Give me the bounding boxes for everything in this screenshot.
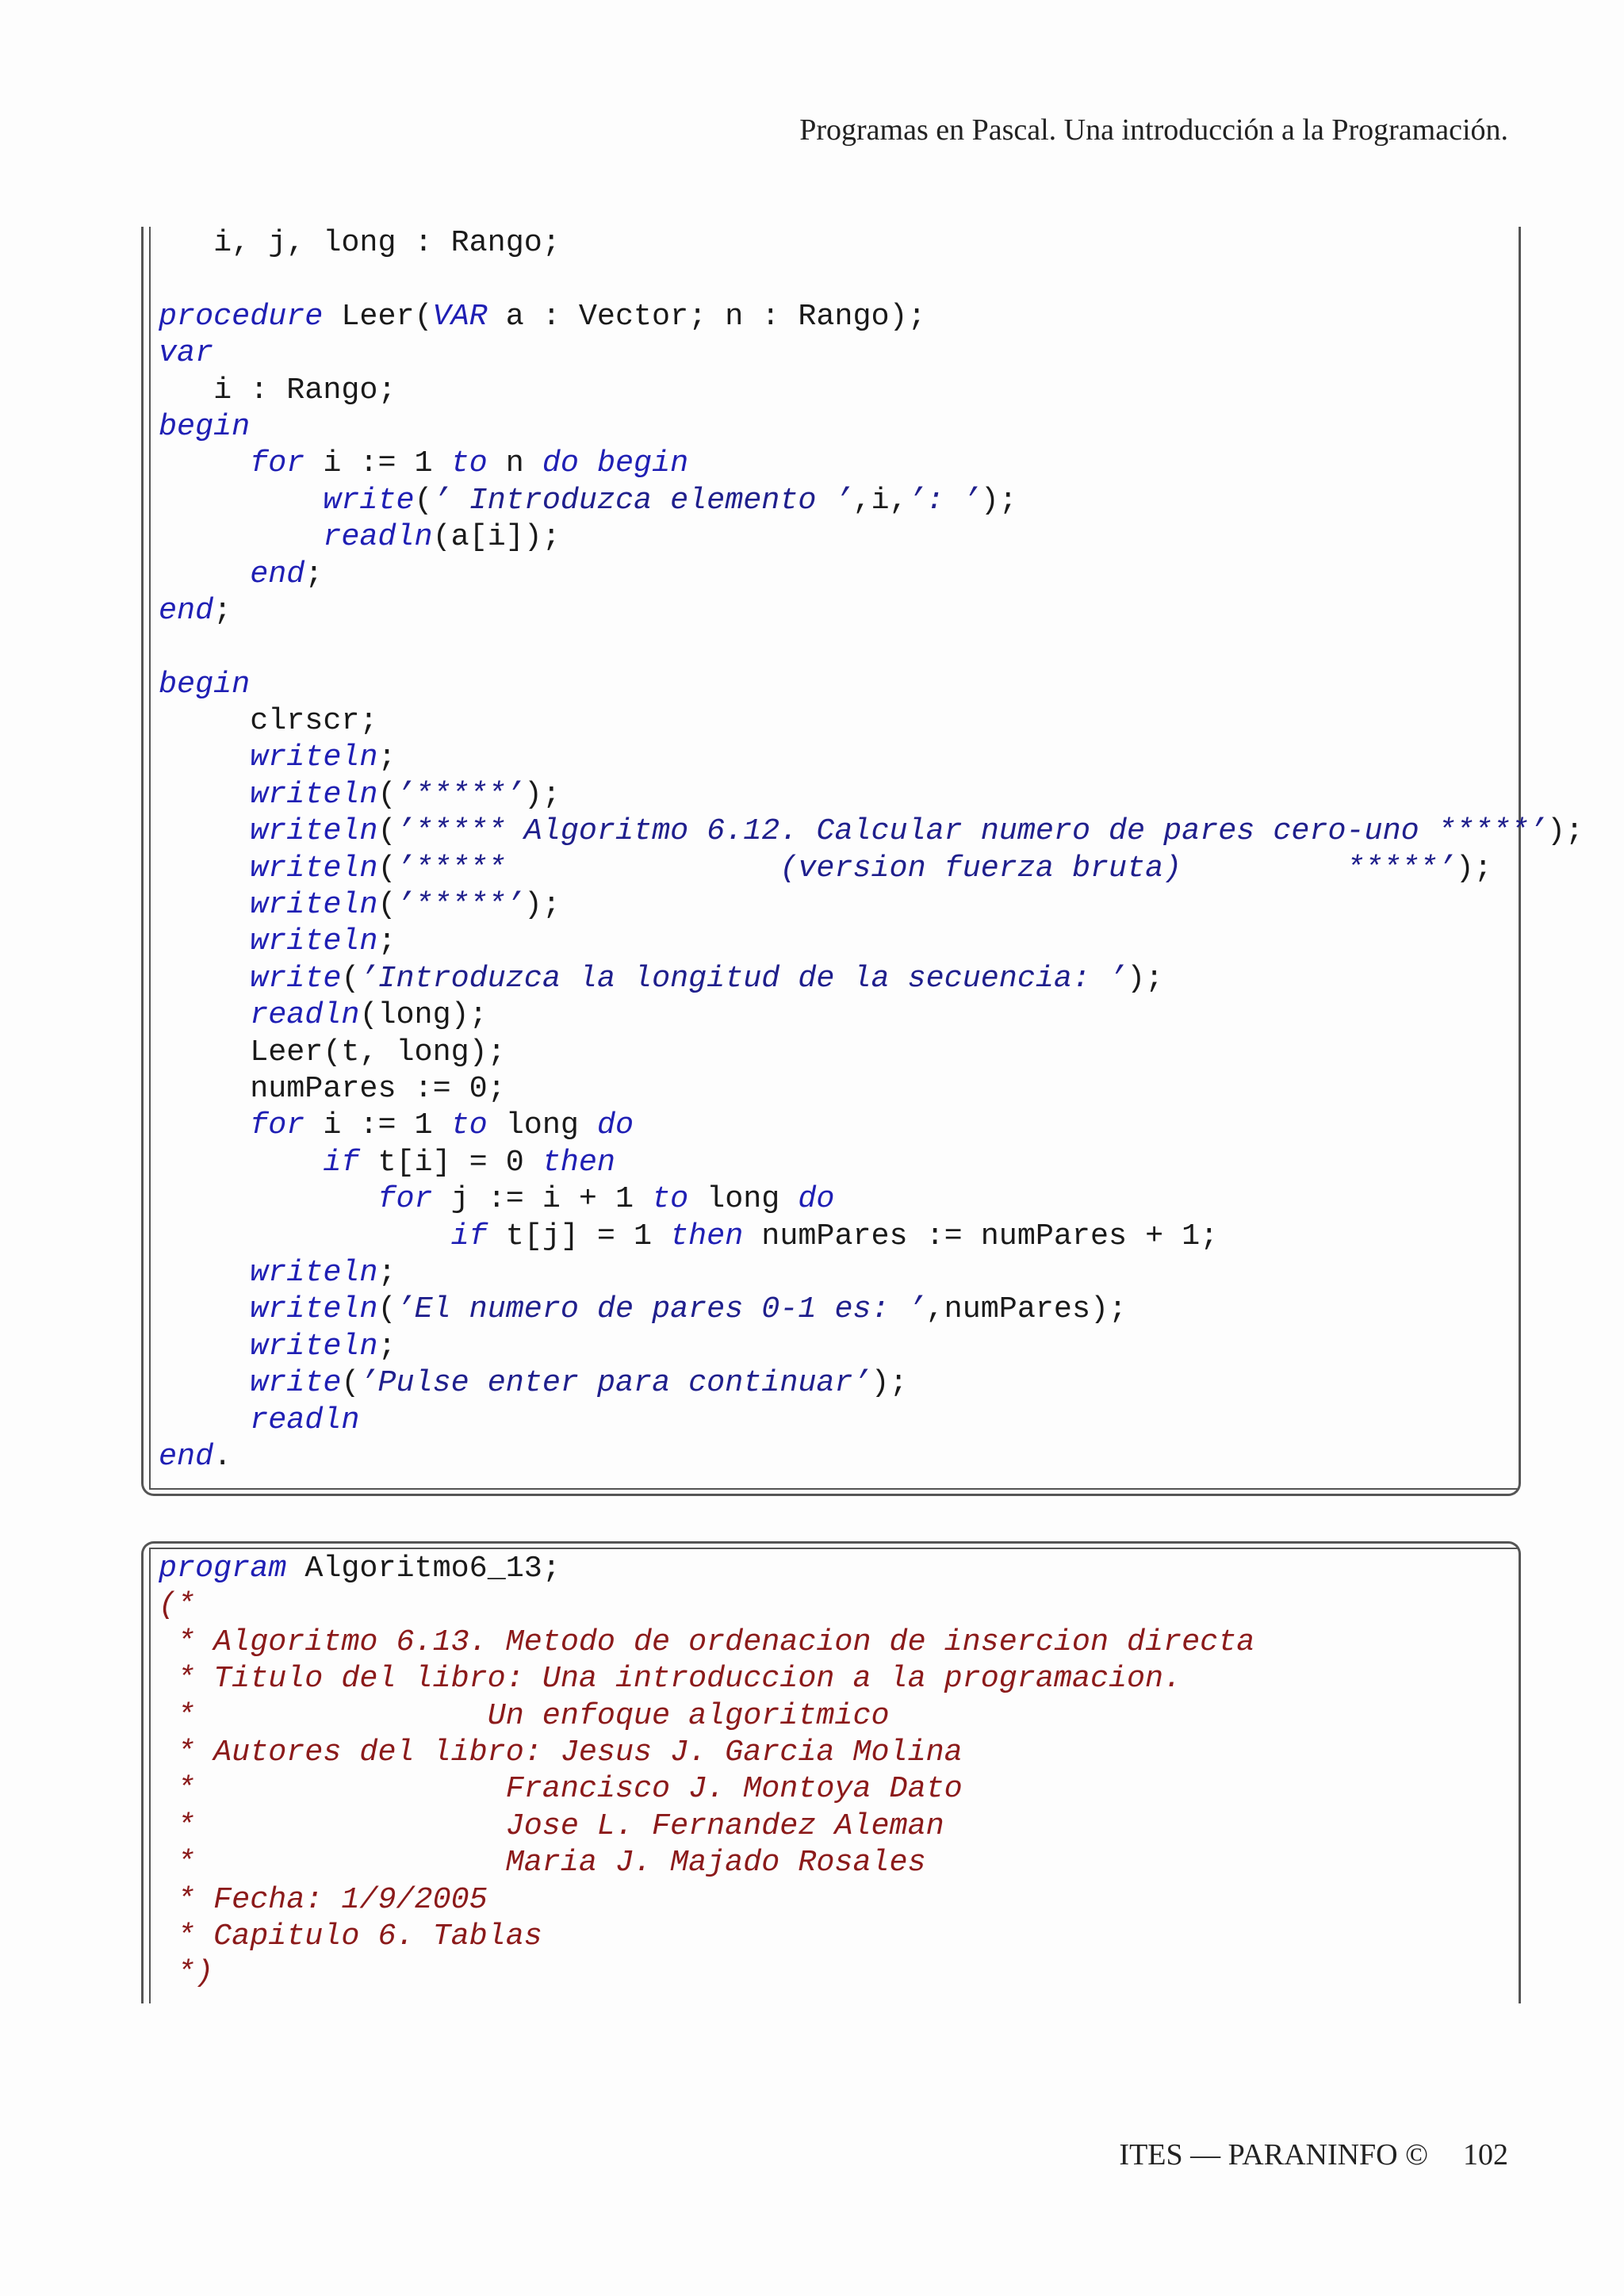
code-line <box>159 1328 1584 1364</box>
code-keyword: begin <box>596 446 689 481</box>
code-text: clrscr; <box>159 703 378 739</box>
code-text <box>159 1329 250 1364</box>
code-text: ); <box>1455 850 1492 886</box>
code-text: a : Vector; n : Rango); <box>487 298 926 334</box>
code-line <box>159 372 1584 408</box>
code-text: t[j] = 1 <box>487 1218 671 1253</box>
code-keyword: for <box>377 1181 433 1217</box>
code-keyword: writeln <box>250 813 378 849</box>
code-line <box>159 482 1584 519</box>
code-text: ); <box>980 482 1017 518</box>
code-line <box>159 1697 1254 1734</box>
code-keyword: writeln <box>250 924 378 959</box>
code-text: ( <box>377 776 396 812</box>
code-line <box>159 776 1584 813</box>
code-keyword: writeln <box>250 1328 378 1364</box>
code-string: ’El numero de pares 0-1 es: ’ <box>396 1292 926 1327</box>
code-line <box>159 923 1584 959</box>
code-keyword: to <box>652 1181 689 1217</box>
code-line <box>159 1034 1584 1070</box>
code-frame-2-inner-left-rule <box>149 1548 151 2003</box>
code-text: ); <box>1127 960 1164 996</box>
code-text: . <box>213 1438 232 1474</box>
code-text: ( <box>377 887 396 923</box>
code-line <box>159 224 1584 261</box>
code-text: (a[i]); <box>432 519 561 555</box>
code-line <box>159 997 1584 1033</box>
code-string: ’Pulse enter para continuar’ <box>359 1365 871 1401</box>
code-text: ; <box>377 740 396 775</box>
code-text: Leer(t, long); <box>159 1034 506 1070</box>
code-comment: * Francisco J. Montoya Dato <box>159 1771 963 1807</box>
code-keyword: readln <box>323 519 433 555</box>
code-keyword: writeln <box>250 740 378 775</box>
code-keyword: readln <box>250 1402 360 1437</box>
code-line <box>159 629 1584 665</box>
code-line <box>159 1624 1254 1660</box>
code-comment: * Fecha: 1/9/2005 <box>159 1881 488 1917</box>
code-line <box>159 335 1584 371</box>
code-text: i, j, long : Rango; <box>159 225 561 260</box>
code-string: ’ Introduzca elemento ’ <box>432 482 853 518</box>
code-comment: *) <box>159 1955 214 1991</box>
code-line <box>159 1918 1254 1954</box>
code-frame-2-inner-top-rule <box>149 1548 1519 1549</box>
code-text: ( <box>341 960 360 996</box>
code-text <box>159 1255 250 1290</box>
code-text <box>159 557 250 591</box>
code-comment: * Capitulo 6. Tablas <box>159 1918 542 1954</box>
footer-publisher: ITES — PARANINFO © <box>1119 2138 1428 2172</box>
code-keyword: writeln <box>250 776 378 812</box>
code-text <box>159 1292 250 1326</box>
code-line <box>159 702 1584 739</box>
code-text: numPares := 0; <box>159 1070 506 1106</box>
code-keyword: end <box>159 1438 214 1474</box>
code-comment: * Jose L. Fernandez Aleman <box>159 1808 944 1843</box>
code-line <box>159 813 1584 849</box>
code-keyword: write <box>250 1365 342 1401</box>
code-text: i := 1 <box>304 1108 451 1143</box>
code-text: numPares := numPares + 1; <box>743 1218 1219 1253</box>
code-text: ( <box>341 1365 360 1401</box>
code-keyword: then <box>670 1218 744 1253</box>
code-text: i : Rango; <box>159 372 396 408</box>
code-text <box>159 1402 250 1437</box>
code-text: ); <box>523 887 561 923</box>
code-text: n <box>487 446 542 481</box>
code-keyword: end <box>159 592 214 628</box>
code-text: ,numPares); <box>925 1292 1128 1327</box>
code-keyword: then <box>542 1144 615 1180</box>
code-text <box>159 924 250 959</box>
code-keyword: for <box>250 446 305 481</box>
code-keyword: begin <box>159 408 251 444</box>
code-text <box>159 851 250 886</box>
code-string: ’*****’ <box>396 776 524 812</box>
code-text: ; <box>377 1328 396 1364</box>
page-footer <box>1119 2137 1508 2172</box>
code-keyword: program <box>159 1551 287 1586</box>
code-keyword: do <box>596 1108 634 1143</box>
code-text: Algoritmo6_13; <box>286 1551 561 1586</box>
code-line <box>159 1402 1584 1438</box>
code-text <box>159 519 323 554</box>
code-text: ; <box>377 1254 396 1290</box>
code-text <box>159 1365 250 1400</box>
code-text <box>159 813 250 848</box>
code-text <box>159 446 250 480</box>
code-line <box>159 1070 1584 1107</box>
code-keyword: if <box>323 1144 360 1180</box>
code-keyword: to <box>450 446 488 481</box>
code-line <box>159 1438 1584 1475</box>
code-text: ; <box>213 592 232 628</box>
code-text: long <box>688 1181 799 1217</box>
code-line <box>159 1954 1254 1991</box>
code-text: (long); <box>359 997 488 1033</box>
code-keyword: begin <box>159 666 251 702</box>
code-keyword: do <box>798 1181 835 1217</box>
code-comment: * Maria J. Majado Rosales <box>159 1845 926 1881</box>
code-keyword: for <box>250 1108 305 1143</box>
code-text: i := 1 <box>304 446 451 481</box>
code-line <box>159 1144 1584 1181</box>
code-line <box>159 886 1584 923</box>
code-line <box>159 298 1584 335</box>
code-keyword: writeln <box>250 887 378 923</box>
code-line <box>159 1254 1584 1291</box>
code-keyword: readln <box>250 997 360 1033</box>
code-text: j := i + 1 <box>432 1181 653 1217</box>
code-text: ( <box>377 813 396 849</box>
code-frame-1-inner-bottom-rule <box>149 1488 1519 1490</box>
code-line <box>159 1770 1254 1807</box>
code-keyword: to <box>450 1108 488 1143</box>
code-line <box>159 850 1584 886</box>
code-frame-1-inner-left-rule <box>149 227 151 1490</box>
code-text: ); <box>523 776 561 812</box>
code-line <box>159 1181 1584 1217</box>
code-keyword: write <box>323 482 415 518</box>
code-string: ’Introduzca la longitud de la secuencia: ’ <box>359 960 1128 996</box>
code-comment: * Algoritmo 6.13. Metodo de ordenacion de insercion directa <box>159 1624 1255 1659</box>
code-text: ( <box>377 850 396 886</box>
code-line <box>159 1881 1254 1918</box>
code-text <box>159 887 250 922</box>
code-line <box>159 1107 1584 1143</box>
code-text <box>159 1145 323 1180</box>
code-line <box>159 1660 1254 1697</box>
code-text <box>159 997 250 1032</box>
code-text: long <box>487 1108 597 1143</box>
code-text <box>159 483 323 518</box>
code-line <box>159 519 1584 555</box>
code-keyword: procedure <box>159 298 324 334</box>
code-keyword: writeln <box>250 1292 378 1327</box>
code-line <box>159 1218 1584 1254</box>
code-text <box>579 446 597 480</box>
code-text: ); <box>871 1365 908 1401</box>
code-text: ; <box>377 924 396 959</box>
page-number: 102 <box>1463 2138 1508 2172</box>
code-keyword: write <box>250 960 342 996</box>
code-listing-1 <box>159 224 1584 1475</box>
code-text: ( <box>377 1292 396 1327</box>
code-line <box>159 1734 1254 1770</box>
code-keyword: var <box>159 335 214 371</box>
code-line <box>159 1364 1584 1401</box>
code-line <box>159 960 1584 997</box>
code-listing-2 <box>159 1550 1254 1992</box>
code-line <box>159 556 1584 592</box>
code-text <box>159 1219 451 1253</box>
code-text <box>159 1181 377 1216</box>
code-keyword: VAR <box>432 298 488 334</box>
code-text: ,i, <box>852 482 908 518</box>
code-keyword: end <box>250 556 305 591</box>
code-string: ’***** (version fuerza bruta) *****’ <box>396 850 1456 886</box>
code-line <box>159 1808 1254 1844</box>
code-line <box>159 408 1584 445</box>
code-line <box>159 261 1584 297</box>
code-text: Leer( <box>323 298 433 334</box>
code-string: ’***** Algoritmo 6.12. Calcular numero de pares cero-uno *****’ <box>396 813 1547 849</box>
running-header: Programas en Pascal. Una introducción a la Programación. <box>799 113 1508 147</box>
code-text: ( <box>414 482 433 518</box>
code-keyword: writeln <box>250 850 378 886</box>
code-comment: * Titulo del libro: Una introduccion a la programacion. <box>159 1661 1182 1697</box>
code-line <box>159 592 1584 629</box>
code-text: ; <box>304 556 324 591</box>
code-comment: * Un enfoque algoritmico <box>159 1697 890 1733</box>
code-line <box>159 445 1584 481</box>
code-line <box>159 1844 1254 1881</box>
code-keyword: writeln <box>250 1254 378 1290</box>
code-text: t[i] = 0 <box>359 1144 542 1180</box>
code-text <box>159 961 250 996</box>
code-line <box>159 666 1584 702</box>
code-keyword: do <box>542 446 579 481</box>
code-line <box>159 1550 1254 1586</box>
code-line <box>159 739 1584 775</box>
code-comment: * Autores del libro: Jesus J. Garcia Molina <box>159 1734 963 1770</box>
code-text <box>159 740 250 775</box>
code-text <box>159 777 250 812</box>
code-string: ’: ’ <box>907 482 981 518</box>
code-text <box>159 1108 250 1142</box>
code-line <box>159 1291 1584 1327</box>
code-comment: (* <box>159 1587 196 1623</box>
code-keyword: if <box>450 1218 488 1253</box>
code-text: ); <box>1546 813 1584 849</box>
code-line <box>159 1586 1254 1623</box>
code-string: ’*****’ <box>396 887 524 923</box>
